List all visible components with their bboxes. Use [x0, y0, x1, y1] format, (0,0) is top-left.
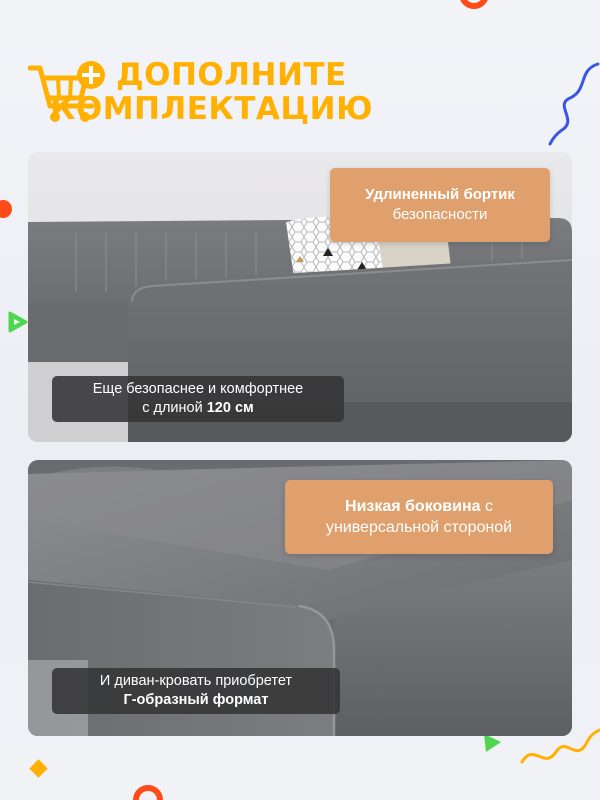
low-armrest-callout-suffix: с: [480, 498, 493, 515]
page-title-line-1: ДОПОЛНИТЕ: [116, 57, 347, 93]
low-armrest-caption-format: Г-образный формат: [123, 692, 269, 708]
safety-rail-callout-bold: Удлиненный бортик: [365, 186, 515, 203]
yellow-diamond-shape: [26, 756, 52, 782]
header: [28, 58, 468, 128]
low-armrest-callout-text: универсальной стороной: [325, 519, 513, 536]
low-armrest-callout: [285, 480, 553, 554]
low-armrest-callout-bold: Низкая боковина: [345, 498, 481, 515]
orange-ring-shape-bottom: [130, 778, 166, 800]
green-triangle-shape: [7, 310, 29, 334]
page-title-line-2: КОМПЛЕКТАЦИЮ: [50, 91, 373, 127]
safety-rail-callout-text: безопасности: [392, 206, 488, 223]
orange-dot-shape: [0, 198, 16, 220]
blue-squiggle-shape: [548, 60, 600, 146]
safety-rail-caption-line-2: с длиной: [142, 400, 207, 416]
safety-rail-caption-length: 120 см: [206, 400, 254, 416]
safety-rail-caption: [52, 376, 344, 422]
safety-rail-callout: [330, 168, 550, 242]
safety-rail-caption-line-1: Еще безопаснее и комфортнее: [92, 381, 304, 397]
low-armrest-caption-line-1: И диван-кровать приобретет: [99, 673, 293, 689]
low-armrest-caption: [52, 668, 340, 714]
orange-ring-shape: [456, 0, 492, 12]
